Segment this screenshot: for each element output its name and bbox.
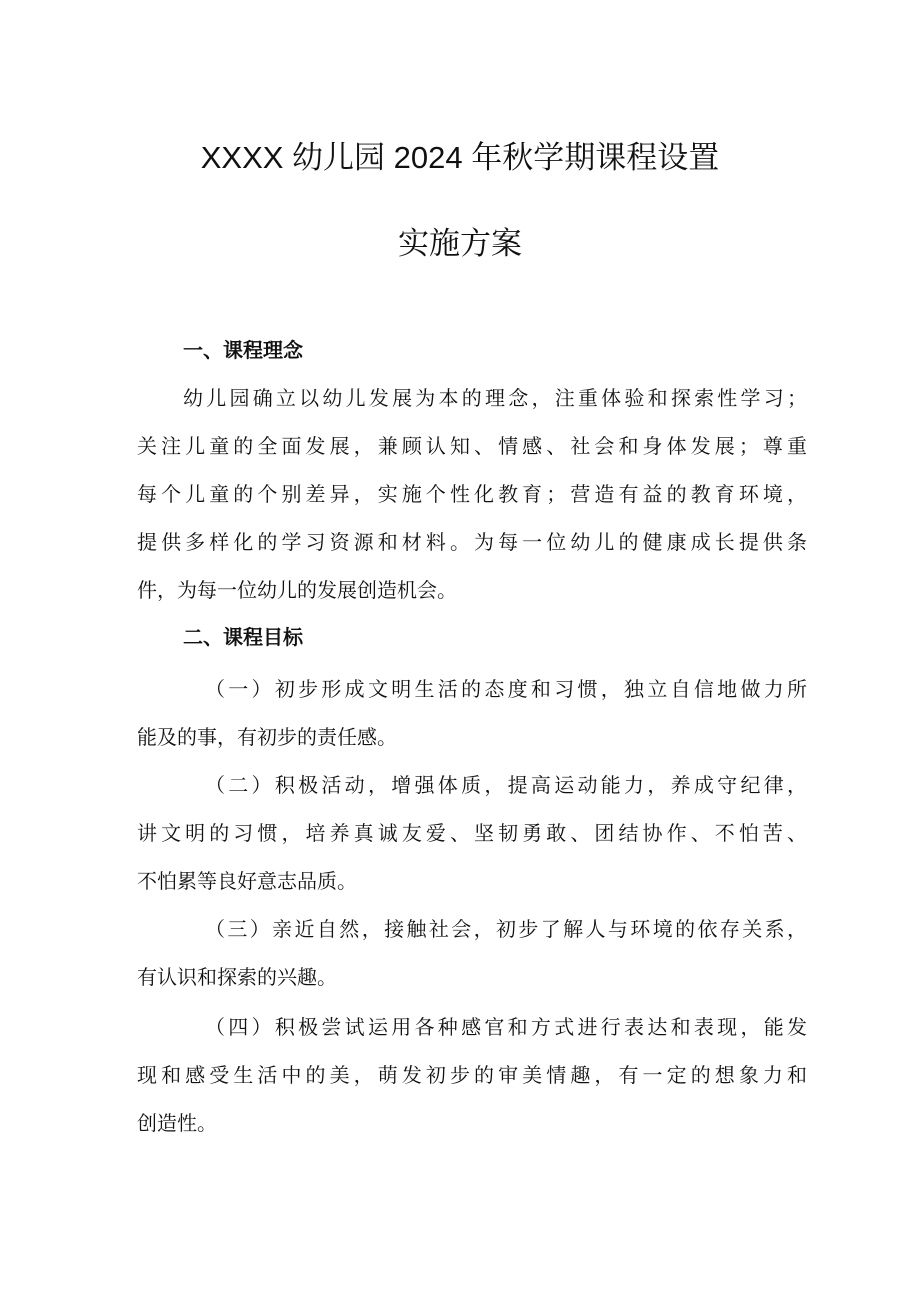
- document-title: XXXX 幼儿园 2024 年秋学期课程设置: [200, 140, 720, 175]
- goal-line: 有认识和探索的兴趣。: [137, 965, 337, 989]
- goal-line: 讲文明的习惯，培养真诚友爱、坚韧勇敢、团结协作、不怕苦、: [137, 821, 807, 845]
- goal-line: 创造性。: [137, 1111, 217, 1135]
- paragraph-line: 件，为每一位幼儿的发展创造机会。: [137, 578, 457, 602]
- paragraph-line: 提供多样化的学习资源和材料。为每一位幼儿的健康成长提供条: [137, 530, 807, 554]
- goal-line: 现和感受生活中的美，萌发初步的审美情趣，有一定的想象力和: [137, 1063, 807, 1087]
- paragraph-line: 关注儿童的全面发展，兼顾认知、情感、社会和身体发展；尊重: [137, 434, 807, 458]
- goal-line: （四）积极尝试运用各种感官和方式进行表达和表现，能发: [205, 1015, 807, 1039]
- paragraph-line: 幼儿园确立以幼儿发展为本的理念，注重体验和探索性学习；: [183, 386, 807, 410]
- goal-line: （一）初步形成文明生活的态度和习惯，独立自信地做力所: [205, 677, 807, 701]
- goal-line: （二）积极活动，增强体质，提高运动能力，养成守纪律，: [205, 773, 807, 797]
- goal-line: （三）亲近自然，接触社会，初步了解人与环境的依存关系，: [205, 917, 807, 941]
- goal-line: 能及的事，有初步的责任感。: [137, 725, 397, 749]
- document-title-continued: 实施方案: [398, 226, 522, 261]
- goal-line: 不怕累等良好意志品质。: [137, 869, 357, 893]
- section-heading-goals: 二、课程目标: [183, 625, 303, 649]
- paragraph-line: 每个儿童的个别差异，实施个性化教育；营造有益的教育环境，: [137, 482, 807, 506]
- section-heading-philosophy: 一、课程理念: [183, 338, 303, 362]
